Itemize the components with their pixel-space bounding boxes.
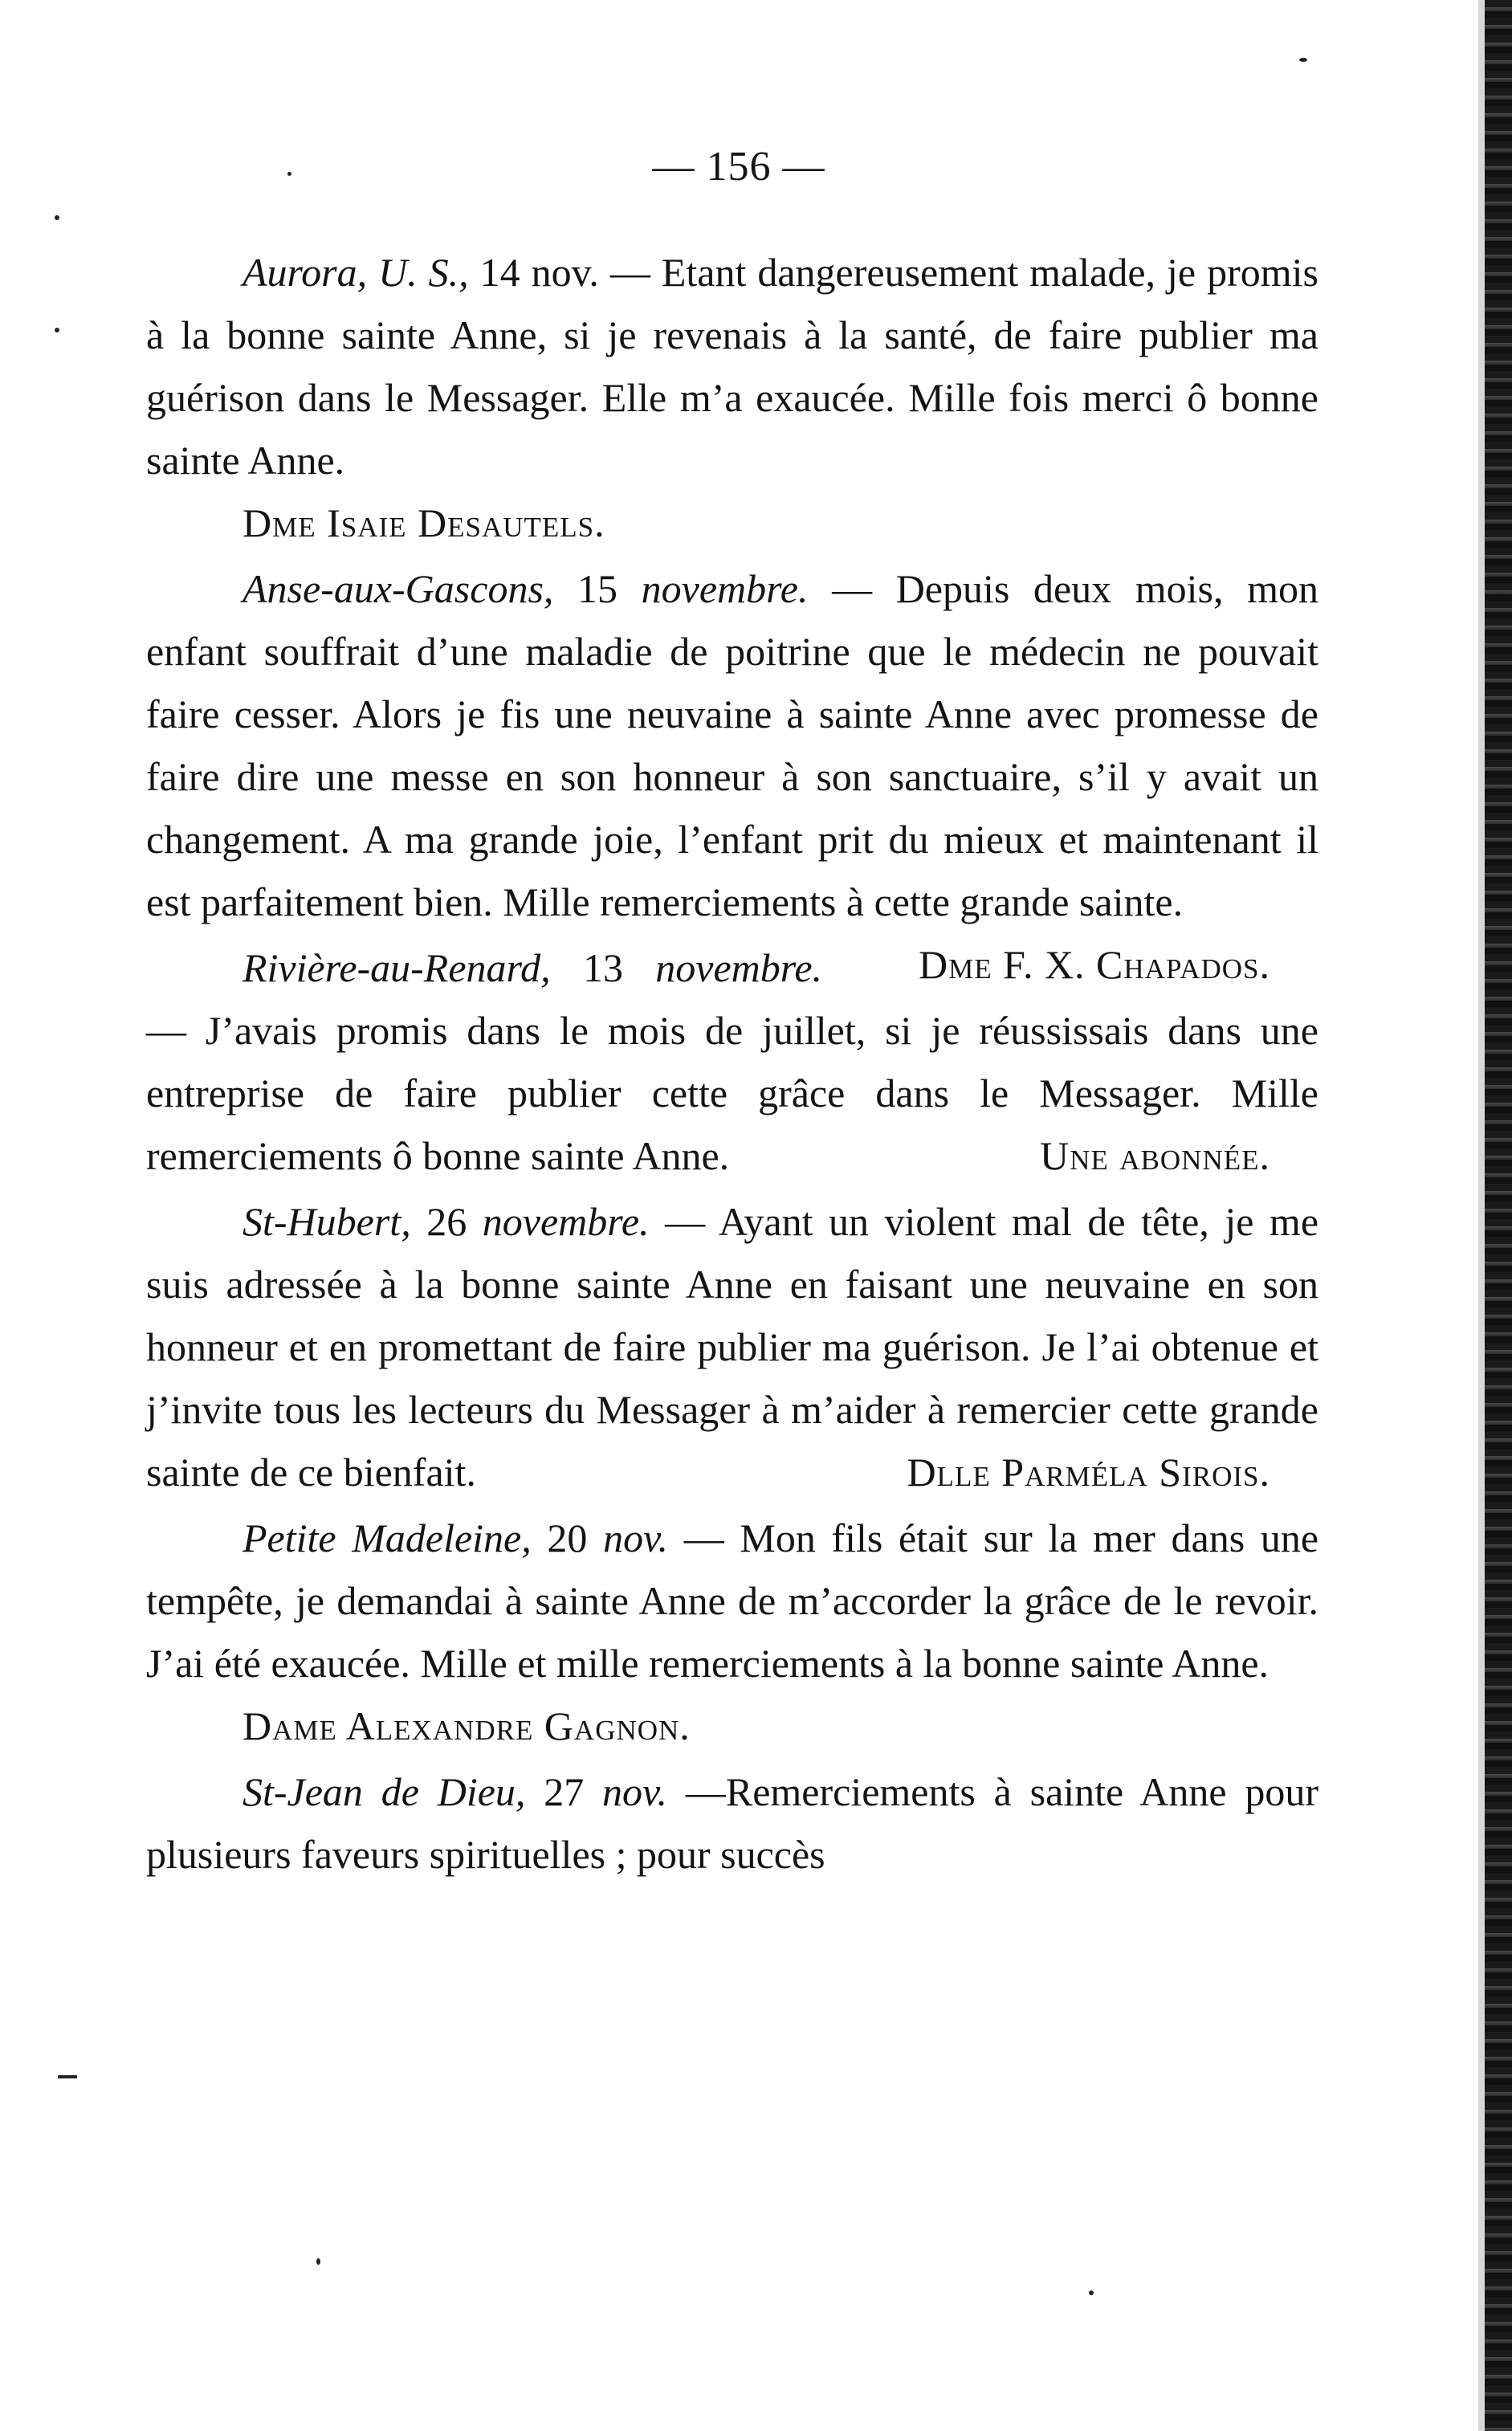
entry-place: Aurora, U. S., — [242, 250, 469, 295]
print-speck — [1299, 58, 1307, 62]
print-speck — [287, 172, 291, 176]
testimonial-entry — [146, 1190, 1318, 1503]
entry-place: St-Jean de Dieu, — [242, 1769, 526, 1814]
page-edge-shadow — [1478, 0, 1485, 2431]
print-speck — [1089, 2290, 1094, 2295]
entry-text: — Ayant un violent mal de tête, je me suis adressée à la bonne sainte Anne en faisant une neuvaine en son honneur et en promettant de faire publier ma guérison. Je l’ai obtenue et j’invite tous les lecteurs du Messager à m’aider à remercier cette grande sainte de ce bienfait. — [146, 1199, 1319, 1495]
page-body — [146, 241, 1318, 1889]
print-speck — [55, 215, 59, 220]
entry-place: Rivière-au-Renard, — [242, 945, 551, 990]
print-speck — [55, 328, 59, 332]
entry-paragraph — [146, 1507, 1318, 1695]
entry-date: 15 — [577, 566, 618, 611]
entry-date-month: nov. — [602, 1769, 668, 1814]
print-speck — [58, 2075, 77, 2078]
testimonial-entry — [146, 1507, 1318, 1757]
page-number: — 156 — — [652, 144, 825, 190]
entry-signature: Dame Alexandre Gagnon. — [242, 1703, 691, 1748]
entry-date-month: novembre. — [482, 1199, 650, 1244]
entry-signature: Dlle Parméla Sirois. — [907, 1450, 1270, 1495]
print-speck — [316, 2258, 320, 2265]
entry-signature: Dme F. X. Chapados. — [919, 942, 1270, 987]
entry-paragraph — [146, 241, 1318, 492]
entry-date: 26 — [426, 1199, 467, 1244]
entry-text: — J’avais promis dans le mois de juillet, si je réussissais dans une entreprise de faire publier cette grâce dans le Messager. Mille remerciements ô bonne sainte Anne. — [146, 1008, 1318, 1178]
entry-paragraph — [146, 1190, 1318, 1503]
entry-date: 14 nov. — [479, 250, 599, 295]
entry-signature: Dme Isaie Desautels. — [242, 500, 605, 545]
testimonial-entry — [146, 241, 1318, 554]
entry-text: — Etant dangereusement malade, je promis à la bonne sainte Anne, si je revenais à la santé, de faire publier ma guérison dans le Messager. Elle m’a exaucée. Mille fois merci ô bonne sainte Anne. — [146, 250, 1318, 483]
entry-date-month: novembre. — [641, 566, 809, 611]
entry-date-month: nov. — [603, 1515, 669, 1560]
book-spine-edge — [1485, 0, 1512, 2431]
entry-place: St-Hubert, — [242, 1199, 411, 1244]
entry-paragraph — [146, 1760, 1318, 1886]
entry-text: — Mon fils était sur la mer dans une tempête, je demandai à sainte Anne de m’accorder la grâce de le revoir. J’ai été exaucée. Mille et mille remerciements à la bonne sainte Anne. — [146, 1515, 1319, 1686]
entry-place: Anse-aux-Gascons, — [242, 566, 554, 611]
entry-date: 20 — [547, 1515, 588, 1560]
entry-place: Petite Madeleine, — [242, 1515, 532, 1560]
entry-date: 27 — [544, 1769, 585, 1814]
testimonial-entry — [146, 1760, 1318, 1886]
entry-signature: Une abonnée. — [1040, 1133, 1270, 1178]
entry-date-month: novembre. — [655, 945, 823, 990]
entry-text: —Remerciements à sainte Anne pour plusieurs faveurs spirituelles ; pour succès — [146, 1769, 1319, 1877]
entry-text: — Depuis deux mois, mon enfant souffrait d’une maladie de poitrine que le médecin ne pouvait faire cesser. Alors je fis une neuvaine à sainte Anne avec promesse de faire dire une messe en son honneur à son sanctuaire, s’il y avait un changement. A ma grande joie, l’enfant prit du mieux et maintenant il est parfaitement bien. Mille remerciements à cette grande sainte. — [146, 566, 1319, 924]
entry-date: 13 — [582, 945, 623, 990]
